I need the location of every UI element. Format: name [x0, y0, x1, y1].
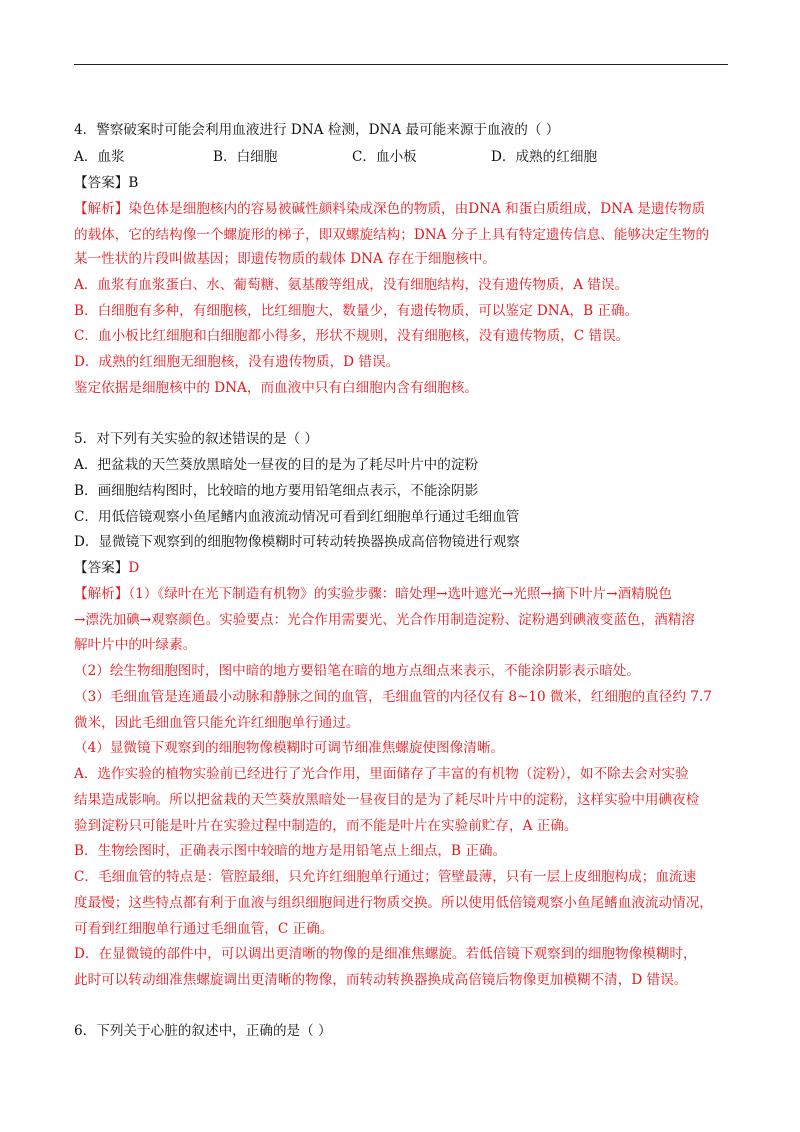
q5-analysis-line: D．在显微镜的部件中，可以调出更清晰的物像的是细准焦螺旋。若低倍镜下观察到的细胞物像模糊时，	[74, 946, 697, 962]
header-rule	[74, 64, 728, 65]
q4-options	[74, 148, 597, 166]
q4-analysis-line: B．白细胞有多种，有细胞核，比红细胞大，数量少，有遗传物质，可以鉴定 DNA，B 正确。	[74, 303, 639, 319]
q4-analysis-line: 某一性状的片段叫做基因；即遗传物质的载体 DNA 存在于细胞核中。	[74, 251, 496, 267]
q5-option-d: D．显微镜下观察到的细胞物像模糊时可转动转换器换成高倍物镜进行观察	[74, 534, 520, 550]
q5-analysis-line: C．毛细血管的特点是：管腔最细，只允许红细胞单行通过；管壁最薄，只有一层上皮细胞构成；血流速	[74, 869, 697, 885]
q5-option-a: A．把盆栽的天竺葵放黑暗处一昼夜的目的是为了耗尽叶片中的淀粉	[74, 457, 479, 473]
q5-answer-value: D	[128, 560, 140, 576]
q5-analysis-line: B．生物绘图时，正确表示图中较暗的地方是用铅笔点上细点，B 正确。	[74, 843, 507, 859]
q4-option-a: A．血浆	[74, 149, 125, 165]
q4-analysis-line	[74, 200, 705, 218]
q5-answer	[74, 559, 139, 577]
q4-analysis-line: 的载体，它的结构像一个螺旋形的梯子，即双螺旋结构；DNA 分子上具有特定遗传信息、能够决定生物的	[74, 227, 710, 243]
q5-stem: 5．对下列有关实验的叙述错误的是（ ）	[74, 431, 319, 447]
q5-option-c: C．用低倍镜观察小鱼尾鳍内血液流动情况可看到红细胞单行通过毛细血管	[74, 509, 520, 525]
q5-analysis-line	[74, 585, 672, 603]
q4-option-d: D．成熟的红细胞	[491, 149, 598, 165]
q5-analysis-text: （1）《绿叶在光下制造有机物》的实验步骤：暗处理→选叶遮光→光照→摘下叶片→酒精脱色	[128, 586, 672, 602]
q4-analysis-label: 【解析】	[74, 201, 129, 217]
q5-analysis-line: 验到淀粉只可能是叶片在实验过程中制造的，而不能是叶片在实验前贮存，A 正确。	[74, 818, 578, 834]
q5-analysis-line: 解叶片中的叶绿素。	[74, 637, 197, 653]
q4-analysis-line: 鉴定依据是细胞核中的 DNA，而血液中只有白细胞内含有细胞核。	[74, 380, 478, 396]
q5-analysis-line: A．选作实验的植物实验前已经进行了光合作用，里面储存了丰富的有机物（淀粉），如不除去会对实验	[74, 766, 689, 782]
q5-analysis-label: 【解析】	[74, 586, 129, 602]
q5-analysis-line: 可看到红细胞单行通过毛细血管，C 正确。	[74, 921, 334, 937]
q5-answer-label: 【答案】	[74, 560, 129, 576]
q4-option-b: B．白细胞	[213, 149, 278, 165]
q4-analysis-line: C．血小板比红细胞和白细胞都小得多，形状不规则，没有细胞核，没有遗传物质，C 错误。	[74, 328, 630, 344]
q4-answer-label: 【答案】	[74, 175, 129, 191]
q4-option-c: C．血小板	[352, 149, 417, 165]
q5-analysis-line: （2）绘生物细胞图时，图中暗的地方要铅笔在暗的地方点细点来表示，不能涂阴影表示暗处。	[74, 663, 640, 679]
q5-analysis-line: 度最慢；这些特点都有利于血液与组织细胞间进行物质交换。所以使用低倍镜观察小鱼尾鳍血液流动情况，	[74, 895, 713, 911]
q4-analysis-text: 染色体是细胞核内的容易被碱性颜料染成深色的物质，由DNA 和蛋白质组成，DNA 是遗传物质	[128, 201, 706, 217]
q5-option-b: B．画细胞结构图时，比较暗的地方要用铅笔细点表示，不能涂阴影	[74, 483, 479, 499]
q4-stem: 4．警察破案时可能会利用血液进行 DNA 检测，DNA 最可能来源于血液的（ ）	[74, 122, 560, 138]
q5-analysis-line: （3）毛细血管是连通最小动脉和静脉之间的血管，毛细血管的内径仅有 8~10 微米，红细胞的直径约 7.7	[74, 689, 712, 705]
q5-analysis-line: 微米，因此毛细血管只能允许红细胞单行通过。	[74, 715, 360, 731]
q5-analysis-line: →漂洗加碘→观察颜色。实验要点：光合作用需要光、光合作用制造淀粉、淀粉遇到碘液变蓝色，酒精溶	[74, 612, 695, 628]
q4-answer	[74, 174, 138, 192]
q4-answer-value: B	[128, 175, 139, 191]
q5-analysis-line: （4）显微镜下观察到的细胞物像模糊时可调节细准焦螺旋使图像清晰。	[74, 740, 505, 756]
q6-stem: 6．下列关于心脏的叙述中，正确的是（ ）	[74, 1023, 332, 1039]
q5-analysis-line: 此时可以转动细准焦螺旋调出更清晰的物像，而转动转换器换成高倍镜后物像更加模糊不清，D 错误。	[74, 972, 688, 988]
q4-analysis-line: A．血浆有血浆蛋白、水、葡萄糖、氨基酸等组成，没有细胞结构，没有遗传物质，A 错误。	[74, 277, 629, 293]
q4-analysis-line: D．成熟的红细胞无细胞核，没有遗传物质，D 错误。	[74, 354, 400, 370]
q5-analysis-line: 结果造成影响。所以把盆栽的天竺葵放黑暗处一昼夜目的是为了耗尽叶片中的淀粉，这样实验中用碘夜检	[74, 792, 700, 808]
